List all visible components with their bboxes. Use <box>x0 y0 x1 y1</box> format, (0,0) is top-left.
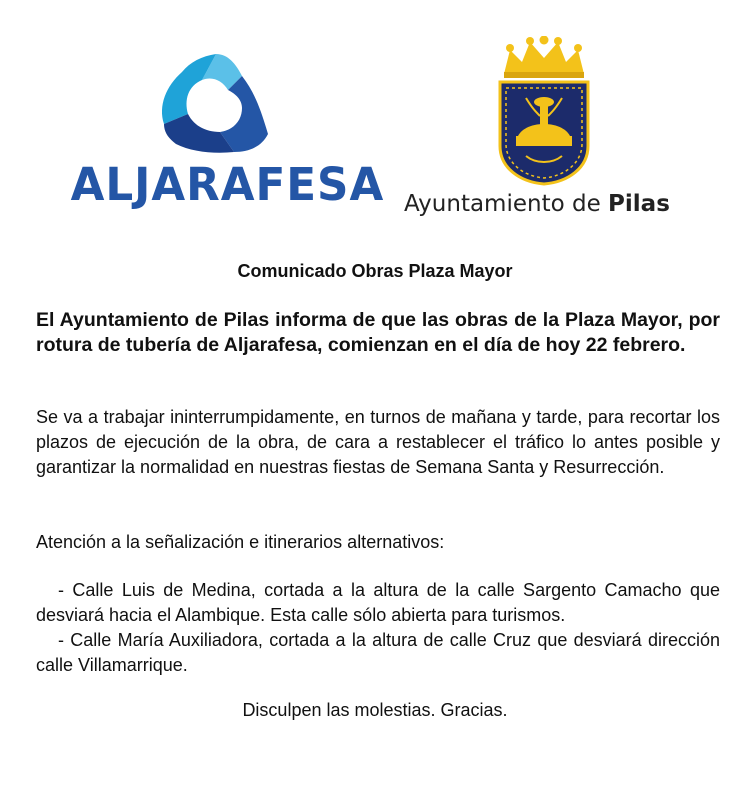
body-paragraph: Se va a trabajar ininterrumpidamente, en turnos de mañana y tarde, para recortar los plazos de ejecución de la obra, de cara a restablecer el tráfico lo antes posible y garantizar la normalidad en nuestras fiestas de Semana Santa y Resurrección. <box>36 407 720 477</box>
list-item: - Calle María Auxiliadora, cortada a la altura de calle Cruz que desviará dirección calle Villamarrique. <box>36 630 720 675</box>
aljarafesa-logo <box>66 50 385 220</box>
ayuntamiento-name <box>404 191 694 217</box>
closing-line: Disculpen las molestias. Gracias. <box>242 700 508 720</box>
document-title: Comunicado Obras Plaza Mayor <box>237 261 513 281</box>
ayuntamiento-town: Pilas <box>608 191 670 217</box>
ayuntamiento-logo <box>404 36 694 226</box>
pilas-coat-of-arms-icon <box>496 36 592 186</box>
attention-line: Atención a la señalización e itinerarios alternativos: <box>36 532 445 552</box>
header-logos <box>0 0 750 230</box>
detour-list <box>36 578 720 678</box>
ayuntamiento-prefix: Ayuntamiento de <box>404 191 601 217</box>
aljarafesa-triangle-icon <box>158 50 274 156</box>
lead-paragraph: El Ayuntamiento de Pilas informa de que las obras de la Plaza Mayor, por rotura de tubería de Aljarafesa, comienzan en el día de hoy 22 febrero. <box>36 309 720 356</box>
aljarafesa-wordmark: ALJARAFESA <box>70 158 385 211</box>
list-item: - Calle Luis de Medina, cortada a la altura de la calle Sargento Camacho que desviará hacia el Alambique. Esta calle sólo abierta para turismos. <box>36 580 720 625</box>
